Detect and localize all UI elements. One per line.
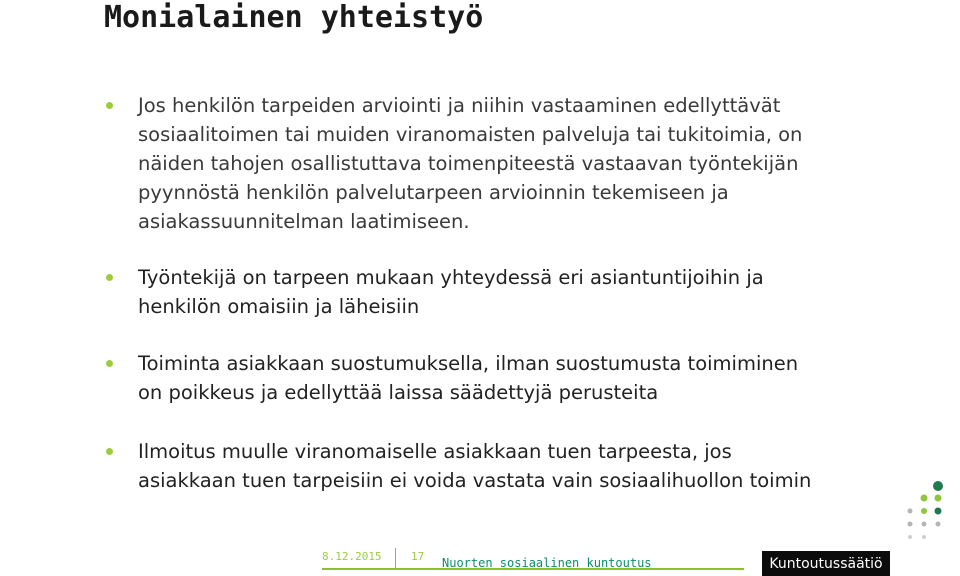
bullet-dot-icon — [106, 448, 113, 455]
dot-grid-logo-icon — [900, 478, 950, 548]
bullet-list — [106, 91, 886, 495]
footer-date: 8.12.2015 — [322, 550, 382, 563]
bullet-text: Jos henkilön tarpeiden arviointi ja niihin vastaaminen edellyttävät sosiaalitoimen tai muiden viranomaisten palveluja tai tukitoimia, on näiden tahojen osallistuttava toimenpiteestä vastaavan työntekijän pyynnöstä henkilön palvelutarpeen arvioinnin tekemiseen ja asiakassuunnitelman laatimiseen. — [138, 94, 803, 233]
bullet-item — [106, 91, 886, 236]
bullet-text: Ilmoitus muulle viranomaiselle asiakkaan tuen tarpeesta, jos asiakkaan tuen tarpeisiin ei voida vastata vain sosiaalihuollon toimin — [138, 440, 812, 492]
footer-brand-label: Kuntoutussäätiö — [762, 551, 890, 576]
footer-divider — [395, 548, 396, 568]
bullet-text: Työntekijä on tarpeen mukaan yhteydessä eri asiantuntijoihin ja henkilön omaisiin ja läheisiin — [138, 266, 764, 318]
bullet-dot-icon — [106, 360, 113, 367]
bullet-item — [106, 349, 886, 407]
bullet-dot-icon — [106, 274, 113, 281]
slide-title: Monialainen yhteistyö — [104, 0, 484, 35]
footer-presentation-title: Nuorten sosiaalinen kuntoutus — [442, 556, 652, 570]
footer-page-number: 17 — [411, 550, 425, 563]
bullet-item — [106, 437, 886, 495]
bullet-item — [106, 263, 886, 321]
bullet-text: Toiminta asiakkaan suostumuksella, ilman suostumusta toimiminen on poikkeus ja edellyttää laissa säädettyjä perusteita — [138, 352, 799, 404]
bullet-dot-icon — [106, 102, 113, 109]
